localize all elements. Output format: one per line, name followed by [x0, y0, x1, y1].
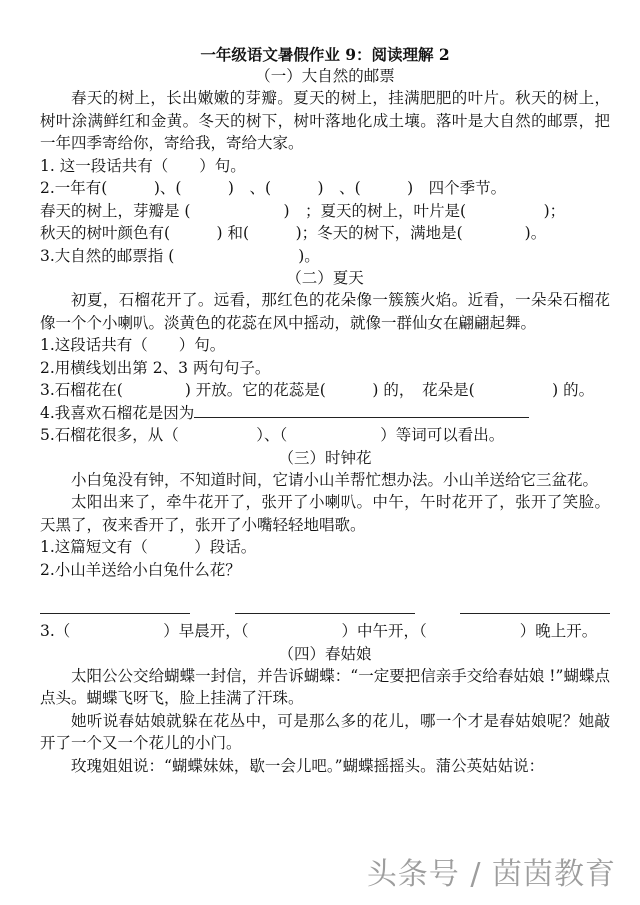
- watermark: 头条号 / 茵茵教育: [366, 857, 616, 892]
- passage-4-paragraph-1: 太阳公公交给蝴蝶一封信，并告诉蝴蝶：“一定要把信亲手交给春姑娘 !”蝴蝶点点头。蝴蝶飞呀飞，脸上挂满了汗珠。: [40, 666, 610, 707]
- section-heading-4: （四）春姑娘: [278, 644, 372, 663]
- s1-question-2: 2.一年有( )、( ) 、( ) 、( ) 四个季节。: [40, 179, 507, 197]
- answer-underline[interactable]: [194, 403, 529, 418]
- passage-2: 初夏，石榴花开了。远看，那红色的花朵像一簇簇火焰。近看，一朵朵石榴花像一个个小喇叭。淡黄色的花蕊在风中摇动，就像一群仙女在翩翩起舞。: [40, 291, 610, 332]
- answer-lines: [40, 595, 610, 614]
- s2-question-2: 2.用横线划出第 2、3 两句句子。: [40, 358, 271, 377]
- s3-question-2: 2.小山羊送给小白兔什么花？: [40, 560, 241, 579]
- passage-3-paragraph-1: 小白兔没有钟，不知道时间，它请小山羊帮忙想办法。小山羊送给它三盆花。: [71, 470, 599, 489]
- answer-line-3[interactable]: [460, 595, 610, 614]
- passage-4-paragraph-3: 玫瑰姐姐说：“蝴蝶妹妹，歇一会儿吧。”蝴蝶摇摇头。蒲公英姑姑说：: [71, 756, 545, 775]
- s2-question-3: 3.石榴花在( ) 开放。它的花蕊是( ) 的， 花朵是( ) 的。: [40, 381, 595, 399]
- passage-1: 春天的树上，长出嫩嫩的芽瓣。夏天的树上，挂满肥肥的叶片。秋天的树上，树叶涂满鲜红和金黄。冬天的树下，树叶落地化成土壤。落叶是大自然的邮票，把一年四季寄给你，寄给我，寄给大家。: [40, 89, 610, 152]
- section-heading-3: （三）时钟花: [278, 448, 372, 467]
- s2-question-4: [40, 402, 610, 425]
- s1-question-1: 1. 这一段话共有（ ）句。: [40, 156, 246, 175]
- answer-line-1[interactable]: [40, 595, 190, 614]
- worksheet: [40, 44, 610, 777]
- s2-question-1: 1.这段话共有（ ）句。: [40, 336, 226, 354]
- passage-3-paragraph-2: 太阳出来了，牵牛花开了，张开了小喇叭。中午，午时花开了，张开了笑脸。天黑了，夜来香开了，张开了小嘴轻轻地唱歌。: [40, 493, 610, 534]
- section-heading-1: （一）大自然的邮票: [255, 67, 395, 85]
- s1-question-2-line-2: 春天的树上，芽瓣是 ( ) ；夏天的树上，叶片是( )；: [40, 201, 566, 220]
- s2-question-5: 5.石榴花很多，从（ ）、（ ）等词可以看出。: [40, 426, 505, 444]
- page-title: 一年级语文暑假作业 9：阅读理解 2: [200, 45, 450, 64]
- s3-question-3: 3.（ ）早晨开，（ ）中午开，（ ）晚上开。: [40, 622, 598, 640]
- s2-question-4-text: 4.我喜欢石榴花是因为: [40, 403, 195, 422]
- answer-line-2[interactable]: [235, 595, 415, 614]
- passage-4-paragraph-2: 她听说春姑娘就躲在花丛中，可是那么多的花儿，哪一个才是春姑娘呢？她敲开了一个又一个花儿的小门。: [40, 711, 610, 752]
- section-heading-2: （二）夏天: [286, 269, 364, 287]
- s1-question-3: 3.大自然的邮票指 ( )。: [40, 246, 320, 265]
- s3-question-1: 1.这篇短文有（ ）段话。: [40, 538, 257, 556]
- s1-question-2-line-3: 秋天的树叶颜色有( ) 和( )；冬天的树下，满地是( )。: [40, 224, 547, 242]
